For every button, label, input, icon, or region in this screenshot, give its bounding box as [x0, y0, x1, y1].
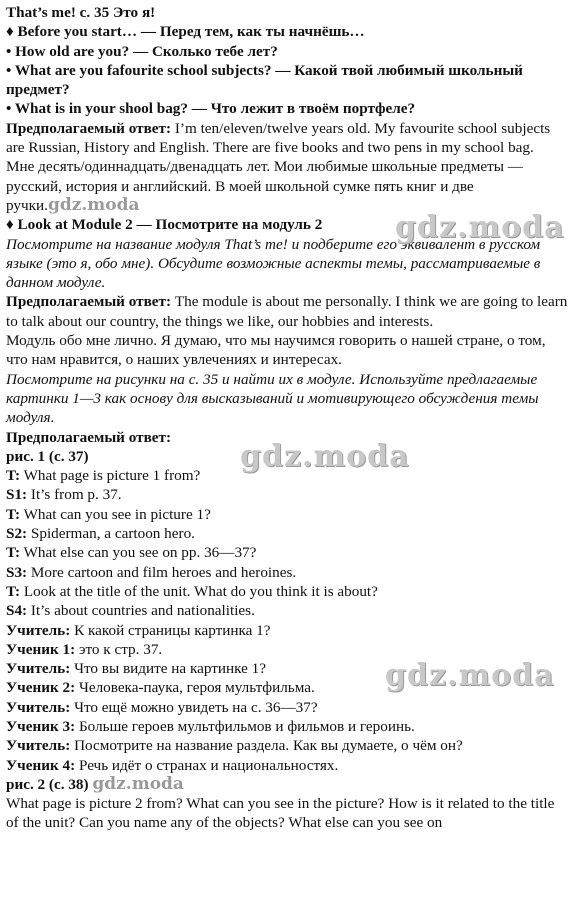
dialogue-line — [6, 582, 568, 601]
figure-2-caption: рис. 2 (с. 38) — [6, 775, 89, 793]
utterance: What can you see in picture 1? — [20, 505, 211, 523]
speaker: S2: — [6, 525, 28, 543]
dialogue-line — [6, 717, 568, 736]
answer-3-label: Предполагаемый ответ: — [6, 428, 172, 446]
speaker: Учитель: — [6, 660, 71, 678]
speaker: Учитель: — [6, 698, 71, 716]
answer-label: Предполагаемый ответ: — [6, 293, 172, 311]
dialogue-line — [6, 621, 568, 640]
dialogue-line — [6, 736, 568, 755]
figure-2-line — [6, 775, 568, 794]
watermark-1: gdz.moda — [395, 210, 565, 245]
dialogue-line — [6, 640, 568, 659]
utterance: Spiderman, a cartoon hero. — [27, 525, 195, 543]
utterance: Человека-паука, героя мультфильма. — [75, 679, 315, 697]
watermark-3: gdz.moda — [385, 658, 555, 693]
speaker: Учитель: — [6, 621, 71, 639]
speaker: Ученик 1: — [6, 640, 76, 658]
speaker: Ученик 3: — [6, 717, 76, 735]
section-title: That’s me! с. 35 Это я! — [6, 4, 156, 21]
before-you-start-heading: ♦ Before you start… — Перед тем, как ты начнёшь… — [6, 23, 365, 41]
speaker: T: — [6, 582, 21, 600]
utterance: Что вы видите на картинке 1? — [70, 660, 266, 678]
instruction-2: Посмотрите на рисунки на с. 35 и найти их в модуле. Используйте предлагаемые картинки 1—3 как основу для высказываний и мотивирующего обсуждения темы модуля. — [6, 370, 539, 427]
answer-1-ru — [6, 157, 568, 215]
speaker: Учитель: — [6, 737, 71, 755]
utterance: К какой страницы картинка 1? — [70, 621, 271, 639]
speaker: T: — [6, 505, 21, 523]
utterance: Больше героев мультфильмов и фильмов и героинь. — [75, 717, 415, 735]
answer-text: I’m ten/eleven/twelve years old. My favourite school subjects are Russian, History and English. There are five books and two pens in my school bag. — [6, 119, 551, 157]
speaker: S1: — [6, 486, 28, 504]
speaker: T: — [6, 544, 21, 562]
dialogue-line — [6, 601, 568, 620]
speaker: Ученик 4: — [6, 756, 76, 774]
dialogue-line — [6, 756, 568, 775]
utterance: What page is picture 1 from? — [20, 467, 201, 485]
utterance: What else can you see on pp. 36—37? — [20, 544, 257, 562]
dialogue — [6, 466, 568, 775]
utterance: Look at the title of the unit. What do you think it is about? — [20, 582, 378, 600]
answer-1 — [6, 119, 568, 158]
document-body — [6, 3, 568, 833]
dialogue-line — [6, 505, 568, 524]
utterance: Что ещё можно увидеть на с. 36—37? — [70, 698, 318, 716]
answer-label: Предполагаемый ответ: — [6, 119, 172, 137]
answer-ru-text: Мне десять/одиннадцать/двенадцать лет. Мои любимые школьные предметы — русский, история и английский. В моей школьной сумке пять книг и две ручки. — [6, 158, 523, 214]
utterance: Речь идёт о странах и национальностях. — [75, 756, 339, 774]
question-subjects: • What are you fafourite school subjects? — Какой твой любимый школьный предмет? — [6, 61, 523, 99]
question-age: • How old are you? — Сколько тебе лет? — [6, 42, 278, 60]
utterance: It’s about countries and nationalities. — [27, 602, 255, 620]
dialogue-line — [6, 524, 568, 543]
answer-2 — [6, 292, 568, 331]
dialogue-line — [6, 485, 568, 504]
speaker: Ученик 2: — [6, 679, 76, 697]
final-paragraph: What page is picture 2 from? What can you see in the picture? How is it related to the title of the unit? Can you name any of the objects? What else can you see on — [6, 795, 555, 832]
utterance: Посмотрите на название раздела. Как вы думаете, о чём он? — [70, 737, 463, 755]
utterance: это к стр. 37. — [75, 640, 163, 658]
figure-1-caption: рис. 1 (с. 37) — [6, 447, 89, 465]
watermark-2: gdz.moda — [240, 439, 410, 474]
answer-text: The module is about me personally. I think we are going to learn to talk about our country, the things we like, our hobbies and interests. — [6, 293, 568, 330]
dialogue-line — [6, 563, 568, 582]
utterance: More cartoon and film heroes and heroines. — [27, 563, 297, 581]
instruction-1: Посмотрите на название модуля That’s me! и подберите его эквивалент в русском языке (это я, обо мне). Обсудите возможные аспекты темы, рассматриваемые в данном модуле. — [6, 235, 541, 292]
speaker: S4: — [6, 602, 28, 620]
answer-2-ru: Модуль обо мне лично. Я думаю, что мы научимся говорить о нашей стране, о том, что нам нравится, о наших увлечениях и интересах. — [6, 332, 546, 369]
dialogue-line — [6, 543, 568, 562]
utterance: It’s from p. 37. — [27, 486, 122, 504]
watermark-inline: gdz.moda — [47, 194, 140, 215]
dialogue-line — [6, 698, 568, 717]
watermark-inline-2: gdz.moda — [92, 773, 184, 794]
speaker: S3: — [6, 563, 28, 581]
question-bag: • What is in your shool bag? — Что лежит в твоём портфеле? — [6, 100, 416, 118]
speaker: T: — [6, 467, 21, 485]
look-at-module-heading: ♦ Look at Module 2 — Посмотрите на модуль 2 — [6, 216, 323, 234]
